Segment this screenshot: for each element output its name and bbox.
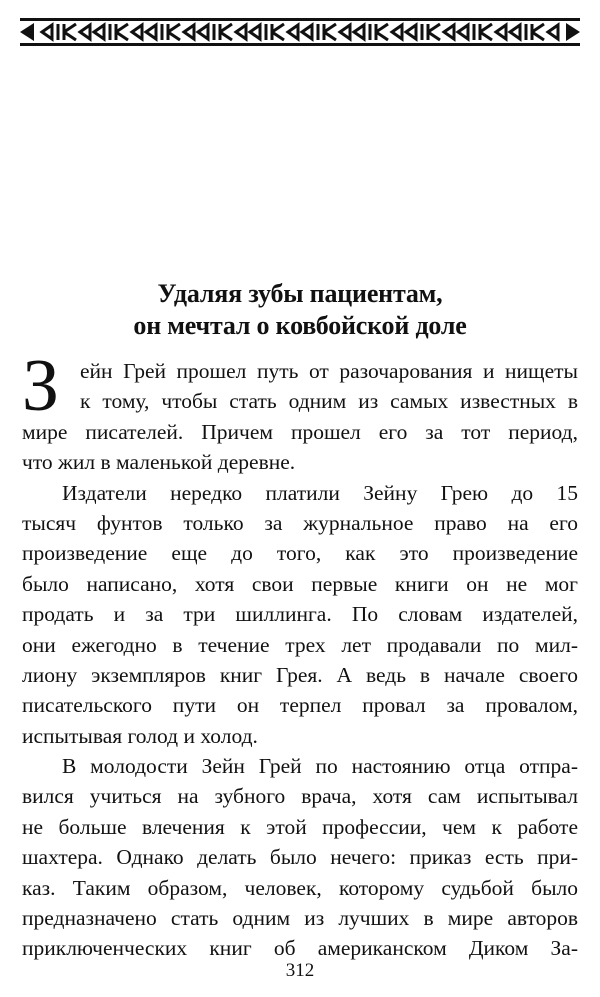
text-line: предназначено стать одним из лучших в мире авторов	[22, 906, 578, 931]
article-title-line-1: Удаляя зубы пациентам,	[157, 279, 443, 308]
ornament-unit	[94, 24, 142, 40]
text-line: приключенческих книг об американском Диком За-	[22, 936, 578, 961]
text-line: каз. Таким образом, человек, которому судьбой было	[22, 875, 578, 900]
text-line: писательского пути он терпел провал за провалом,	[22, 693, 578, 718]
ornament-unit	[406, 24, 454, 40]
ornament-unit	[510, 24, 558, 40]
ornament-unit	[146, 24, 194, 40]
text-line: было написано, хотя свои первые книги он не мог	[22, 571, 578, 596]
ornament-unit	[458, 24, 506, 40]
text-line: Издатели нередко платили Зейну Грею до 15	[62, 480, 578, 505]
ornament-unit	[302, 24, 350, 40]
text-line: тысяч фунтов только за журнальное право на его	[22, 510, 578, 535]
ornament-unit	[198, 24, 246, 40]
text-line: они ежегодно в течение трех лет продавали по мил-	[22, 632, 578, 657]
text-line: произведение еще до того, как это произведение	[22, 541, 578, 566]
drop-cap: З	[22, 345, 60, 427]
text-line: к тому, чтобы стать одним из самых известных в	[80, 389, 578, 414]
article-body	[22, 345, 578, 964]
page-number: 312	[285, 960, 315, 981]
text-line: вился учиться на зубного врача, хотя сам испытывал	[22, 784, 578, 809]
text-line: испытывая голод и холод.	[22, 723, 258, 748]
paragraph-2	[22, 478, 578, 752]
ornament-unit	[42, 24, 90, 40]
text-line: В молодости Зейн Грей по настоянию отца отпра-	[62, 754, 578, 779]
ornamental-border	[20, 14, 580, 50]
text-line: ейн Грей прошел путь от разочарования и нищеты	[80, 359, 578, 383]
text-line: мире писателей. Причем прошел его за тот период,	[22, 419, 578, 444]
ornament-unit	[354, 24, 402, 40]
paragraph-1	[22, 345, 578, 478]
paragraph-3	[22, 751, 578, 964]
article-title	[30, 278, 570, 342]
text-line: продать и за три шиллинга. По словам издателей,	[22, 602, 578, 627]
text-line: шахтера. Однако делать было нечего: приказ есть при-	[22, 845, 578, 870]
text-line: не больше влечения к этой профессии, чем к работе	[22, 814, 578, 839]
ornament-unit	[250, 24, 298, 40]
article-title-line-2: он мечтал о ковбойской доле	[133, 311, 467, 340]
text-line: лиону экземпляров книг Грея. А ведь в начале своего	[22, 662, 578, 687]
text-line: что жил в маленькой деревне.	[22, 450, 296, 475]
